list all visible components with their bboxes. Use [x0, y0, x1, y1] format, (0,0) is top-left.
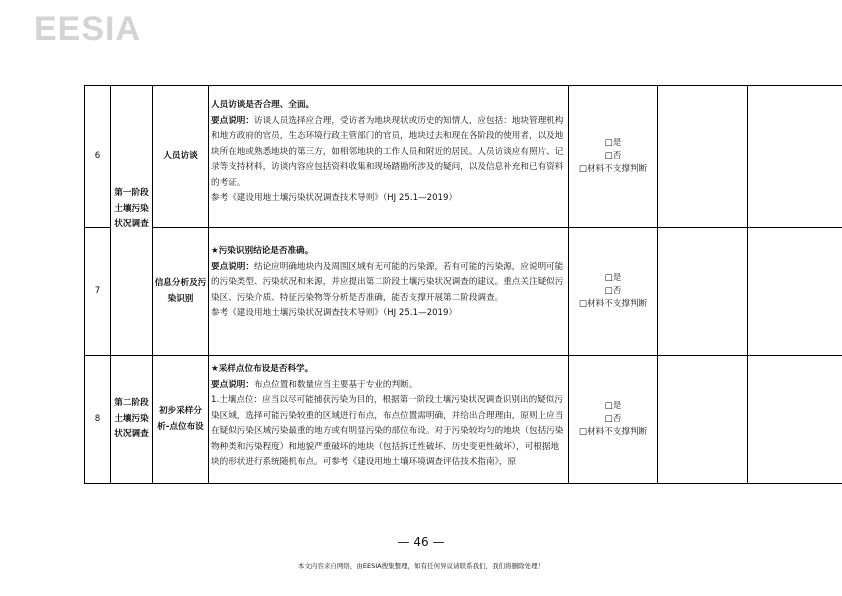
option-group: [569, 228, 658, 356]
footer-note: 本文内容来自网络，由EESIA搜集整理，如有任何异议请联系我们，我们将删除处理！: [297, 562, 545, 570]
content-title: 人员访谈是否合理、全面。: [211, 100, 315, 110]
stage-1-cell: [111, 86, 153, 356]
content-body-2: 1.土壤点位：应当以尽可能捕获污染为目的，根据第一阶段土壤污染状况调查识别出的疑似污染区域，选择可能污染较重的区域进行布点，布点位置需明确，并给出合理理由，原则上应当在疑似污染区域污染最重的地方或有明显污染的部位布设。对于污染较均匀的地块（包括污染物种类和污染程度）和地貌严重破坏的地块（包括拆迁性破坏、历史变更性破坏），可根据地块的形状进行系统随机布点。可参考《建设用地土壤环境调查评估技术指南》，原: [211, 395, 564, 467]
checkbox-yes[interactable]: □是: [604, 401, 622, 411]
checkbox-yes[interactable]: □是: [604, 138, 622, 148]
content-cell: [209, 86, 569, 228]
content-title: ★污染识别结论是否准确。: [211, 246, 314, 256]
blank-cell: [658, 86, 748, 228]
checkbox-no[interactable]: □否: [604, 414, 622, 424]
option-group: [569, 86, 658, 228]
row-number: 8: [85, 356, 111, 484]
content-label: 要点说明：: [211, 261, 254, 272]
table-row: [85, 356, 842, 484]
content-body: 布点位置和数量应当主要基于专业的判断。: [253, 379, 418, 390]
evaluation-table: [84, 85, 842, 484]
content-label: 要点说明：: [211, 115, 254, 126]
content-label: 要点说明：: [211, 379, 254, 390]
content-cell: [209, 228, 569, 356]
content-body: 结论应明确地块内及周围区域有无可能的污染源，若有可能的污染源，应说明可能的污染类型、污染状况和来源，并应提出第二阶段土壤污染状况调查的建议。重点关注疑似污染区、污染介质、特征污染物等分析是否准确，能否支撑开展第二阶段调查。: [211, 261, 564, 303]
blank-cell: [658, 228, 748, 356]
checkbox-yes[interactable]: □是: [604, 273, 622, 283]
checkbox-no[interactable]: □否: [604, 151, 622, 161]
blank-cell: [748, 356, 842, 484]
item-name: 初步采样分析-点位布设: [153, 356, 209, 484]
blank-cell: [658, 356, 748, 484]
stage-2-cell: 第二阶段土壤污染状况调查: [111, 356, 153, 484]
page-number: — 46 —: [397, 535, 445, 549]
table-row: [85, 228, 842, 356]
row-number: 7: [85, 228, 111, 356]
eesia-logo: EESIA: [34, 10, 142, 48]
content-title: ★采样点位布设是否科学。: [211, 364, 314, 374]
table-row: [85, 86, 842, 228]
item-name: 人员访谈: [153, 86, 209, 228]
checkbox-insufficient[interactable]: □材料不支撑判断: [578, 427, 648, 437]
content-reference: 参考《建设用地土壤污染状况调查技术导则》（HJ 25.1—2019）: [211, 193, 458, 203]
option-group: [569, 356, 658, 484]
content-body: 访谈人员选择应合理，受访者为地块现状或历史的知情人，应包括：地块管理机构和地方政府的官员，生态环境行政主管部门的官员，地块过去和现在各阶段的使用者，以及地块所在地或熟悉地块的第三方，如相邻地块的工作人员和附近的居民。人员访谈应有照片、记录等支持材料，访谈内容应包括资料收集和现场踏勘所涉及的疑问，以及信息补充和已有资料的考证。: [211, 115, 564, 188]
checkbox-no[interactable]: □否: [604, 286, 622, 296]
content-cell: [209, 356, 569, 484]
row-number: 6: [85, 86, 111, 228]
blank-cell: [748, 86, 842, 228]
stage-label: 第一阶段土壤污染状况调查: [114, 188, 149, 229]
checkbox-insufficient[interactable]: □材料不支撑判断: [578, 164, 648, 174]
blank-cell: [748, 228, 842, 356]
content-reference: 参考《建设用地土壤污染状况调查技术导则》（HJ 25.1—2019）: [211, 308, 458, 318]
checkbox-insufficient[interactable]: □材料不支撑判断: [578, 299, 648, 309]
item-name: 信息分析及污染识别: [153, 228, 209, 356]
